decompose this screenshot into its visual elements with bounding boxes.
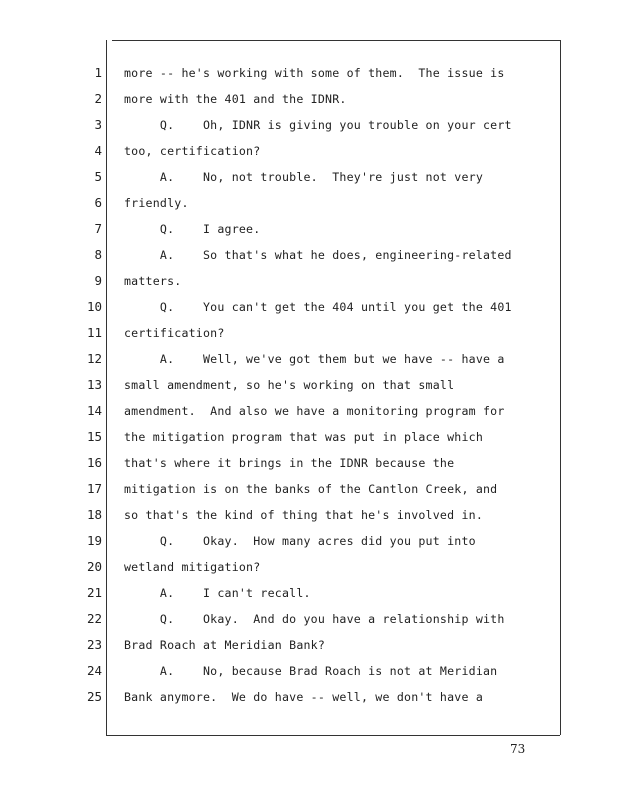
line-number: 11	[86, 325, 102, 340]
line-number: 5	[94, 169, 102, 184]
line-text: more with the 401 and the IDNR.	[124, 92, 347, 106]
transcript-line	[0, 658, 618, 684]
page-frame-top	[112, 40, 560, 41]
transcript-line	[0, 502, 618, 528]
line-text: A. No, because Brad Roach is not at Meridian	[124, 664, 498, 678]
line-number: 17	[86, 481, 102, 496]
line-text: small amendment, so he's working on that small	[124, 378, 455, 392]
line-text: certification?	[124, 326, 225, 340]
transcript-line	[0, 346, 618, 372]
line-text: wetland mitigation?	[124, 560, 261, 574]
transcript-line	[0, 60, 618, 86]
transcript-line	[0, 398, 618, 424]
line-text: matters.	[124, 274, 182, 288]
transcript-line	[0, 190, 618, 216]
transcript-line	[0, 320, 618, 346]
line-number: 23	[86, 637, 102, 652]
transcript-line	[0, 554, 618, 580]
line-number: 8	[94, 247, 102, 262]
line-text: Q. Okay. How many acres did you put into	[124, 534, 476, 548]
transcript-line	[0, 372, 618, 398]
line-number: 4	[94, 143, 102, 158]
line-number: 3	[94, 117, 102, 132]
transcript-line	[0, 684, 618, 710]
transcript-line	[0, 294, 618, 320]
line-number: 9	[94, 273, 102, 288]
line-number: 14	[86, 403, 102, 418]
line-number: 1	[94, 65, 102, 80]
line-text: Q. Oh, IDNR is giving you trouble on your cert	[124, 118, 512, 132]
line-number: 25	[86, 689, 102, 704]
line-text: A. No, not trouble. They're just not very	[124, 170, 484, 184]
line-text: Q. You can't get the 404 until you get the 401	[124, 300, 512, 314]
transcript-line	[0, 476, 618, 502]
transcript-line	[0, 268, 618, 294]
transcript-line	[0, 450, 618, 476]
line-number: 13	[86, 377, 102, 392]
line-text: Q. I agree.	[124, 222, 261, 236]
page-frame-bottom	[106, 735, 560, 736]
transcript-line	[0, 606, 618, 632]
line-text: that's where it brings in the IDNR because the	[124, 456, 455, 470]
line-text: too, certification?	[124, 144, 261, 158]
line-number: 24	[86, 663, 102, 678]
line-text: more -- he's working with some of them. The issue is	[124, 66, 505, 80]
line-number: 21	[86, 585, 102, 600]
transcript-line	[0, 164, 618, 190]
line-text: friendly.	[124, 196, 189, 210]
line-text: Brad Roach at Meridian Bank?	[124, 638, 326, 652]
line-number: 22	[86, 611, 102, 626]
line-number: 6	[94, 195, 102, 210]
line-text: A. Well, we've got them but we have -- have a	[124, 352, 505, 366]
line-number: 10	[86, 299, 102, 314]
transcript-line	[0, 242, 618, 268]
transcript-line	[0, 632, 618, 658]
line-number: 15	[86, 429, 102, 444]
line-text: Bank anymore. We do have -- well, we don't have a	[124, 690, 484, 704]
line-number: 12	[86, 351, 102, 366]
line-text: amendment. And also we have a monitoring program for	[124, 404, 505, 418]
line-text: A. So that's what he does, engineering-related	[124, 248, 512, 262]
line-number: 18	[86, 507, 102, 522]
line-number: 19	[86, 533, 102, 548]
transcript-line	[0, 424, 618, 450]
line-number: 16	[86, 455, 102, 470]
line-text: the mitigation program that was put in place which	[124, 430, 484, 444]
line-number: 20	[86, 559, 102, 574]
transcript-line	[0, 580, 618, 606]
transcript-line	[0, 138, 618, 164]
page-number: 73	[510, 742, 526, 756]
transcript-line	[0, 112, 618, 138]
line-text: A. I can't recall.	[124, 586, 311, 600]
line-text: so that's the kind of thing that he's involved in.	[124, 508, 484, 522]
line-number: 2	[94, 91, 102, 106]
transcript-line	[0, 528, 618, 554]
line-text: Q. Okay. And do you have a relationship with	[124, 612, 505, 626]
line-text: mitigation is on the banks of the Cantlon Creek, and	[124, 482, 498, 496]
transcript-line	[0, 86, 618, 112]
transcript-line	[0, 216, 618, 242]
line-number: 7	[94, 221, 102, 236]
